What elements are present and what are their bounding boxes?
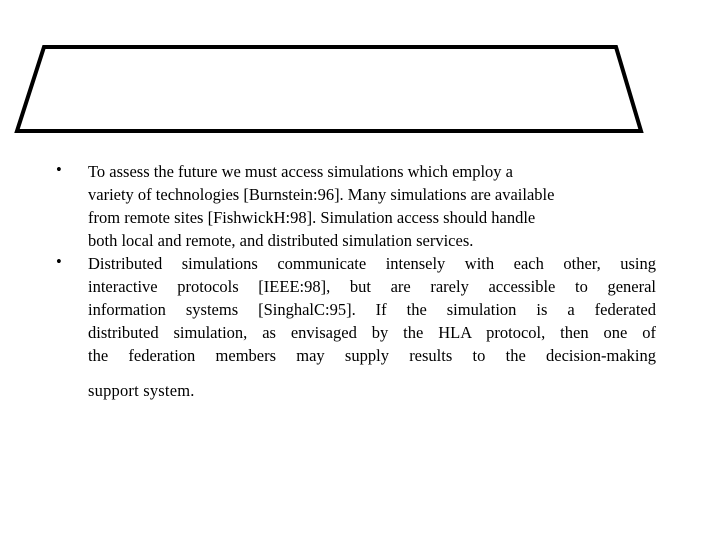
bullet-1-line-2: variety of technologies [Burnstein:96]. Many simulations are available <box>88 185 555 204</box>
bullet-2-line-6: support system. <box>88 381 195 400</box>
bullet-list <box>56 160 656 402</box>
bullet-2-line-1: Distributed simulations communicate intensely with each other, using <box>88 254 656 273</box>
bullet-2-line-3: information systems [SinghalC:95]. If the simulation is a federated <box>88 300 656 319</box>
bullet-marker: • <box>56 160 62 179</box>
bullet-1-line-4: both local and remote, and distributed simulation services. <box>88 231 474 250</box>
bullet-1-line-3: from remote sites [FishwickH:98]. Simulation access should handle <box>88 208 536 227</box>
bullet-2-line-5: the federation members may supply results to the decision-making <box>88 346 656 365</box>
bullet-marker: • <box>56 252 62 271</box>
bullet-item-1 <box>56 160 656 252</box>
bullet-2-line-4: distributed simulation, as envisaged by the HLA protocol, then one of <box>88 323 656 342</box>
title-placeholder-trapezoid <box>0 0 720 140</box>
bullet-2-line-2: interactive protocols [IEEE:98], but are rarely accessible to general <box>88 277 656 296</box>
bullet-item-2 <box>56 252 656 402</box>
bullet-1-line-1: To assess the future we must access simulations which employ a <box>88 162 514 181</box>
